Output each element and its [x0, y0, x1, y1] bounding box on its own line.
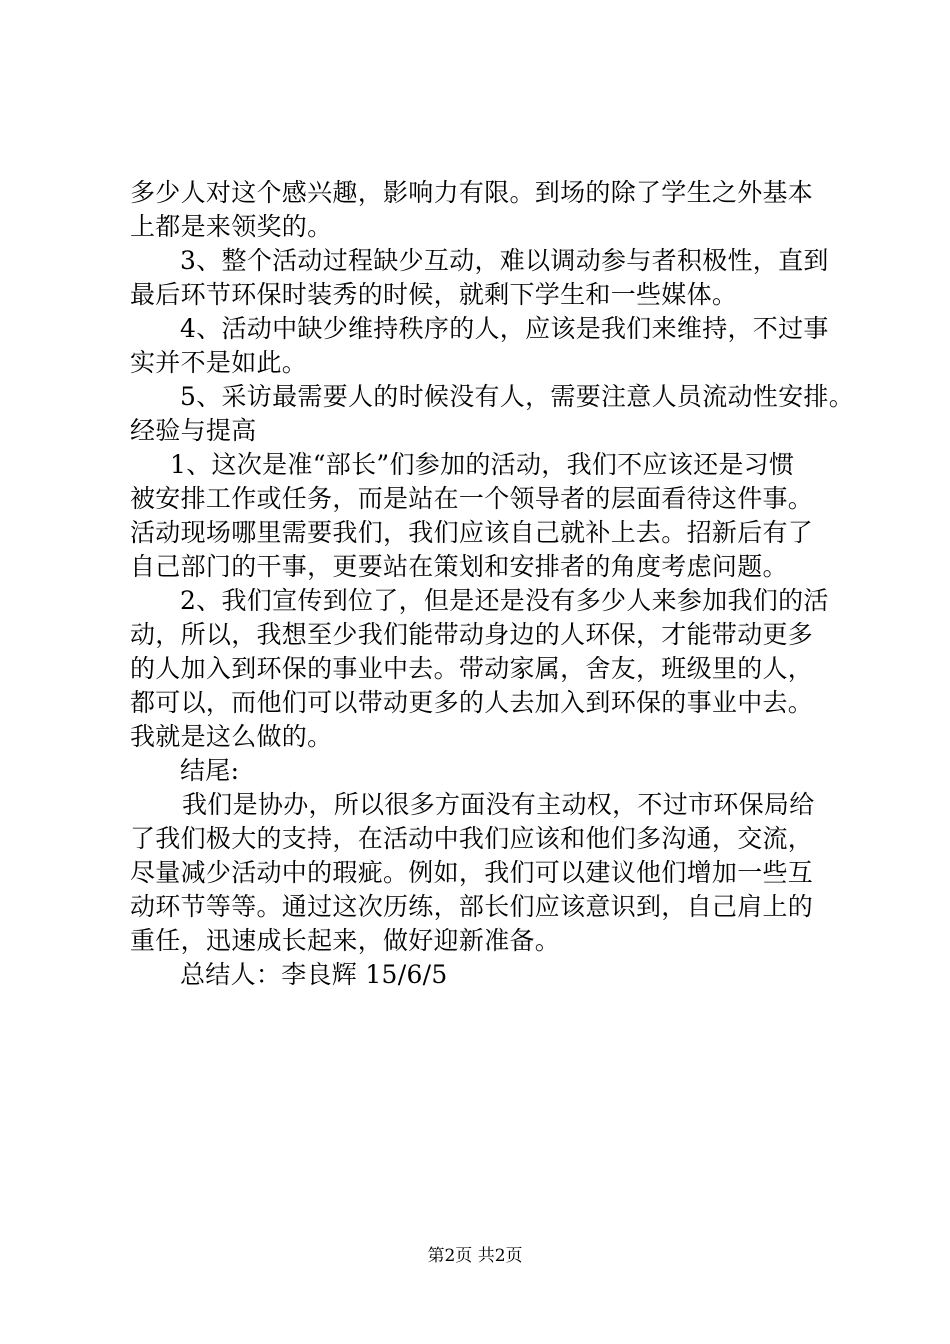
text-line: 实并不是如此。 [130, 348, 308, 377]
text-line: 都可以，而他们可以带动更多的人去加入到环保的事业中去。 [130, 688, 814, 717]
text-line: 4、活动中缺少维持秩序的人，应该是我们来维持，不过事 [180, 314, 829, 343]
text-line: 3、整个活动过程缺少互动，难以调动参与者积极性，直到 [180, 246, 829, 275]
text-line: 活动现场哪里需要我们，我们应该自己就补上去。招新后有了 [130, 518, 814, 547]
text-line: 被安排工作或任务，而是站在一个领导者的层面看待这件事。 [130, 484, 814, 513]
text-line: 最后环节环保时装秀的时候，就剩下学生和一些媒体。 [130, 280, 738, 309]
text-line: 重任，迅速成长起来，做好迎新准备。 [130, 926, 561, 955]
text-line: 1、这次是准“部长”们参加的活动，我们不应该还是习惯 [170, 450, 795, 479]
text-line: 动环节等等。通过这次历练，部长们应该意识到，自己肩上的 [130, 892, 814, 921]
section-heading: 经验与提高 [130, 416, 257, 445]
text-line: 自己部门的干事，更要站在策划和安排者的角度考虑问题。 [130, 552, 788, 581]
text-line: 2、我们宣传到位了，但是还是没有多少人来参加我们的活 [180, 586, 829, 615]
document-body [130, 176, 855, 992]
text-line: 我就是这么做的。 [130, 722, 333, 751]
text-line: 动，所以，我想至少我们能带动身边的人环保，才能带动更多 [130, 620, 814, 649]
author-signature-line: 总结人：李良辉 15/6/5 [180, 960, 448, 989]
text-line: 尽量减少活动中的瑕疵。例如，我们可以建议他们增加一些互 [130, 858, 814, 887]
section-heading: 结尾: [180, 756, 240, 785]
text-line: 的人加入到环保的事业中去。带动家属，舍友，班级里的人， [130, 654, 814, 683]
text-line: 上都是来领奖的。 [130, 212, 333, 241]
text-line: 5、采访最需要人的时候没有人，需要注意人员流动性安排。 [180, 382, 855, 411]
page-footer [0, 1244, 950, 1268]
text-line: 了我们极大的支持，在活动中我们应该和他们多沟通，交流， [130, 824, 814, 853]
text-line: 多少人对这个感兴趣，影响力有限。到场的除了学生之外基本 [130, 178, 814, 207]
text-line: 我们是协办，所以很多方面没有主动权，不过市环保局给 [182, 790, 815, 819]
page-number: 第2页 共2页 [427, 1246, 523, 1266]
